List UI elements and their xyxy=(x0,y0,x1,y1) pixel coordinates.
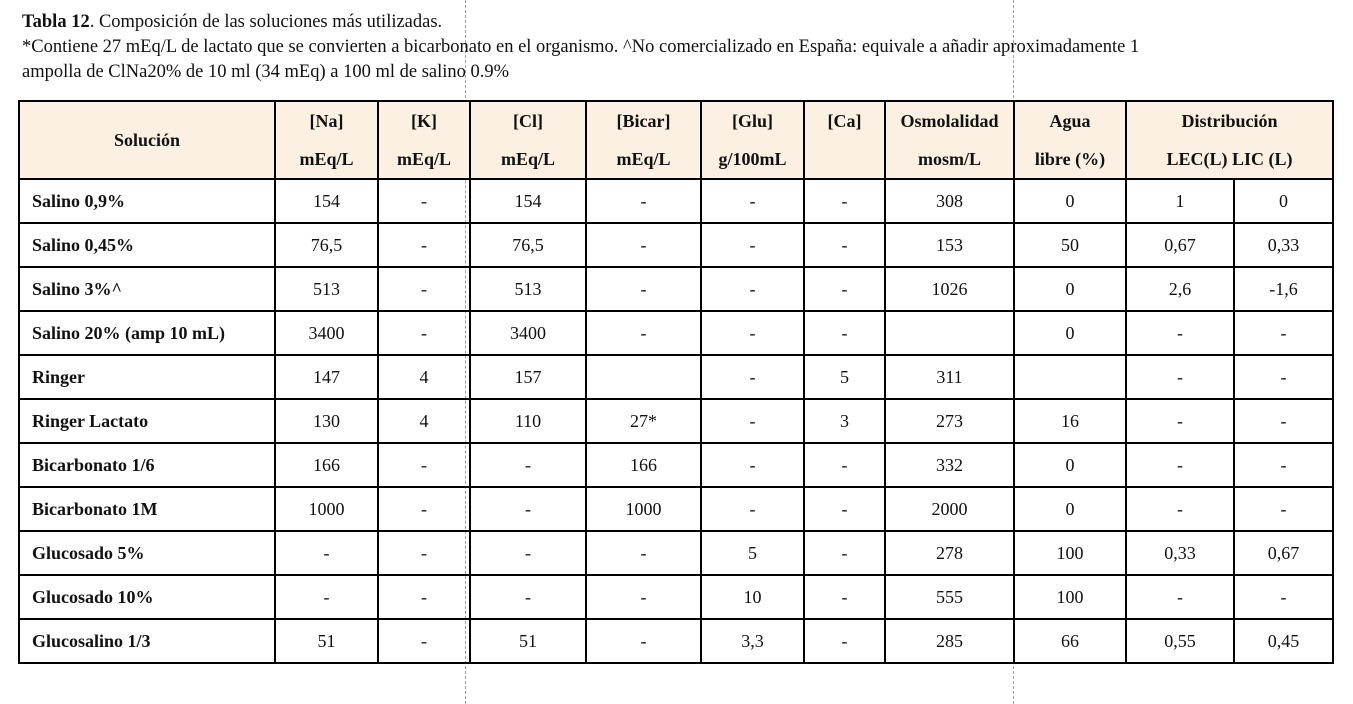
cell-ca: - xyxy=(804,575,885,619)
table-caption xyxy=(22,10,1139,85)
cell-cl: 513 xyxy=(470,267,586,311)
cell-lic: - xyxy=(1234,399,1333,443)
cell-agua: 100 xyxy=(1014,575,1126,619)
cell-na: - xyxy=(275,531,378,575)
cell-k: 4 xyxy=(378,399,470,443)
cell-agua: 100 xyxy=(1014,531,1126,575)
cell-osm: 153 xyxy=(885,223,1014,267)
cell-k: - xyxy=(378,443,470,487)
cell-ca: - xyxy=(804,311,885,355)
col-glu-unit: g/100mL xyxy=(701,140,804,179)
cell-k: - xyxy=(378,619,470,663)
cell-glu: 10 xyxy=(701,575,804,619)
cell-name: Ringer Lactato xyxy=(19,399,275,443)
col-bicar: [Bicar] xyxy=(586,101,701,140)
cell-bicar xyxy=(586,355,701,399)
cell-ca: - xyxy=(804,179,885,223)
cell-name: Glucosado 5% xyxy=(19,531,275,575)
col-k: [K] xyxy=(378,101,470,140)
cell-lic: -1,6 xyxy=(1234,267,1333,311)
cell-na: 154 xyxy=(275,179,378,223)
cell-lec: - xyxy=(1126,399,1234,443)
cell-glu: - xyxy=(701,267,804,311)
cell-cl: 3400 xyxy=(470,311,586,355)
cell-osm: 311 xyxy=(885,355,1014,399)
table-row xyxy=(19,355,1333,399)
table-body xyxy=(19,179,1333,663)
cell-osm: 308 xyxy=(885,179,1014,223)
cell-k: - xyxy=(378,267,470,311)
cell-glu: - xyxy=(701,223,804,267)
cell-cl: 154 xyxy=(470,179,586,223)
cell-agua xyxy=(1014,355,1126,399)
cell-lec: - xyxy=(1126,311,1234,355)
cell-name: Ringer xyxy=(19,355,275,399)
cell-bicar: - xyxy=(586,619,701,663)
col-agua-unit: libre (%) xyxy=(1014,140,1126,179)
caption-note-2: ampolla de ClNa20% de 10 ml (34 mEq) a 100 ml de salino 0.9% xyxy=(22,62,510,82)
table-row xyxy=(19,311,1333,355)
cell-lec: 0,67 xyxy=(1126,223,1234,267)
cell-bicar: - xyxy=(586,223,701,267)
composition-table xyxy=(18,100,1334,664)
cell-cl: - xyxy=(470,487,586,531)
cell-agua: 0 xyxy=(1014,443,1126,487)
cell-na: 76,5 xyxy=(275,223,378,267)
cell-ca: - xyxy=(804,443,885,487)
cell-lec: 1 xyxy=(1126,179,1234,223)
cell-agua: 0 xyxy=(1014,267,1126,311)
cell-cl: 157 xyxy=(470,355,586,399)
cell-cl: - xyxy=(470,531,586,575)
cell-osm: 285 xyxy=(885,619,1014,663)
cell-na: 513 xyxy=(275,267,378,311)
cell-lec: 0,55 xyxy=(1126,619,1234,663)
cell-bicar: - xyxy=(586,311,701,355)
cell-ca: 5 xyxy=(804,355,885,399)
cell-ca: - xyxy=(804,267,885,311)
cell-lic: 0,45 xyxy=(1234,619,1333,663)
col-cl-unit: mEq/L xyxy=(470,140,586,179)
table-row xyxy=(19,399,1333,443)
caption-title-label: Tabla 12 xyxy=(22,12,90,32)
cell-lic: - xyxy=(1234,311,1333,355)
cell-lec: - xyxy=(1126,487,1234,531)
table-row xyxy=(19,267,1333,311)
cell-glu: - xyxy=(701,179,804,223)
cell-glu: 5 xyxy=(701,531,804,575)
cell-ca: 3 xyxy=(804,399,885,443)
cell-k: - xyxy=(378,531,470,575)
col-na: [Na] xyxy=(275,101,378,140)
col-ca-unit xyxy=(804,140,885,179)
table-row xyxy=(19,531,1333,575)
cell-cl: 76,5 xyxy=(470,223,586,267)
cell-lic: - xyxy=(1234,355,1333,399)
cell-bicar: 166 xyxy=(586,443,701,487)
col-osm: Osmolalidad xyxy=(885,101,1014,140)
table-row xyxy=(19,487,1333,531)
cell-na: 51 xyxy=(275,619,378,663)
table-row xyxy=(19,619,1333,663)
cell-lic: 0,67 xyxy=(1234,531,1333,575)
cell-osm: 273 xyxy=(885,399,1014,443)
cell-glu: - xyxy=(701,355,804,399)
cell-bicar: - xyxy=(586,531,701,575)
caption-title-text: . Composición de las soluciones más utilizadas. xyxy=(89,12,443,32)
cell-agua: 0 xyxy=(1014,179,1126,223)
col-bicar-unit: mEq/L xyxy=(586,140,701,179)
col-osm-unit: mosm/L xyxy=(885,140,1014,179)
cell-ca: - xyxy=(804,619,885,663)
cell-osm: 278 xyxy=(885,531,1014,575)
cell-cl: - xyxy=(470,443,586,487)
cell-k: - xyxy=(378,311,470,355)
cell-agua: 0 xyxy=(1014,487,1126,531)
cell-na: 3400 xyxy=(275,311,378,355)
cell-name: Salino 0,45% xyxy=(19,223,275,267)
cell-name: Salino 20% (amp 10 mL) xyxy=(19,311,275,355)
cell-na: 1000 xyxy=(275,487,378,531)
cell-name: Bicarbonato 1/6 xyxy=(19,443,275,487)
cell-bicar: 1000 xyxy=(586,487,701,531)
cell-lic: 0,33 xyxy=(1234,223,1333,267)
cell-osm: 332 xyxy=(885,443,1014,487)
cell-na: - xyxy=(275,575,378,619)
cell-lec: 0,33 xyxy=(1126,531,1234,575)
cell-glu: - xyxy=(701,443,804,487)
cell-lec: 2,6 xyxy=(1126,267,1234,311)
cell-glu: 3,3 xyxy=(701,619,804,663)
col-na-unit: mEq/L xyxy=(275,140,378,179)
col-dist: Distribución xyxy=(1126,101,1333,140)
cell-agua: 50 xyxy=(1014,223,1126,267)
cell-cl: - xyxy=(470,575,586,619)
col-ca: [Ca] xyxy=(804,101,885,140)
col-glu: [Glu] xyxy=(701,101,804,140)
cell-name: Salino 0,9% xyxy=(19,179,275,223)
cell-lec: - xyxy=(1126,355,1234,399)
col-agua: Agua xyxy=(1014,101,1126,140)
cell-agua: 16 xyxy=(1014,399,1126,443)
table-row xyxy=(19,575,1333,619)
table-header xyxy=(19,101,1333,179)
cell-lic: - xyxy=(1234,487,1333,531)
cell-k: 4 xyxy=(378,355,470,399)
cell-na: 166 xyxy=(275,443,378,487)
cell-lic: - xyxy=(1234,575,1333,619)
cell-na: 147 xyxy=(275,355,378,399)
cell-agua: 0 xyxy=(1014,311,1126,355)
col-k-unit: mEq/L xyxy=(378,140,470,179)
cell-k: - xyxy=(378,179,470,223)
col-solucion: Solución xyxy=(19,101,275,179)
caption-note-1: *Contiene 27 mEq/L de lactato que se convierten a bicarbonato en el organismo. ^No comercializado en España: equivale a añadir aproximadamente 1 xyxy=(22,37,1140,57)
cell-lec: - xyxy=(1126,575,1234,619)
table-row xyxy=(19,179,1333,223)
cell-osm: 1026 xyxy=(885,267,1014,311)
cell-k: - xyxy=(378,223,470,267)
cell-name: Glucosalino 1/3 xyxy=(19,619,275,663)
cell-agua: 66 xyxy=(1014,619,1126,663)
cell-lic: - xyxy=(1234,443,1333,487)
cell-bicar: - xyxy=(586,179,701,223)
cell-k: - xyxy=(378,575,470,619)
cell-bicar: - xyxy=(586,267,701,311)
cell-bicar: - xyxy=(586,575,701,619)
cell-na: 130 xyxy=(275,399,378,443)
cell-cl: 110 xyxy=(470,399,586,443)
table-row xyxy=(19,223,1333,267)
cell-glu: - xyxy=(701,487,804,531)
table-row xyxy=(19,443,1333,487)
cell-name: Bicarbonato 1M xyxy=(19,487,275,531)
cell-k: - xyxy=(378,487,470,531)
cell-glu: - xyxy=(701,311,804,355)
caption-title xyxy=(22,10,1139,35)
cell-osm: 2000 xyxy=(885,487,1014,531)
cell-name: Salino 3%^ xyxy=(19,267,275,311)
cell-ca: - xyxy=(804,531,885,575)
col-dist-unit: LEC(L) LIC (L) xyxy=(1126,140,1333,179)
col-cl: [Cl] xyxy=(470,101,586,140)
cell-lec: - xyxy=(1126,443,1234,487)
cell-ca: - xyxy=(804,487,885,531)
cell-bicar: 27* xyxy=(586,399,701,443)
cell-glu: - xyxy=(701,399,804,443)
cell-name: Glucosado 10% xyxy=(19,575,275,619)
cell-osm: 555 xyxy=(885,575,1014,619)
cell-osm xyxy=(885,311,1014,355)
cell-cl: 51 xyxy=(470,619,586,663)
cell-lic: 0 xyxy=(1234,179,1333,223)
cell-ca: - xyxy=(804,223,885,267)
